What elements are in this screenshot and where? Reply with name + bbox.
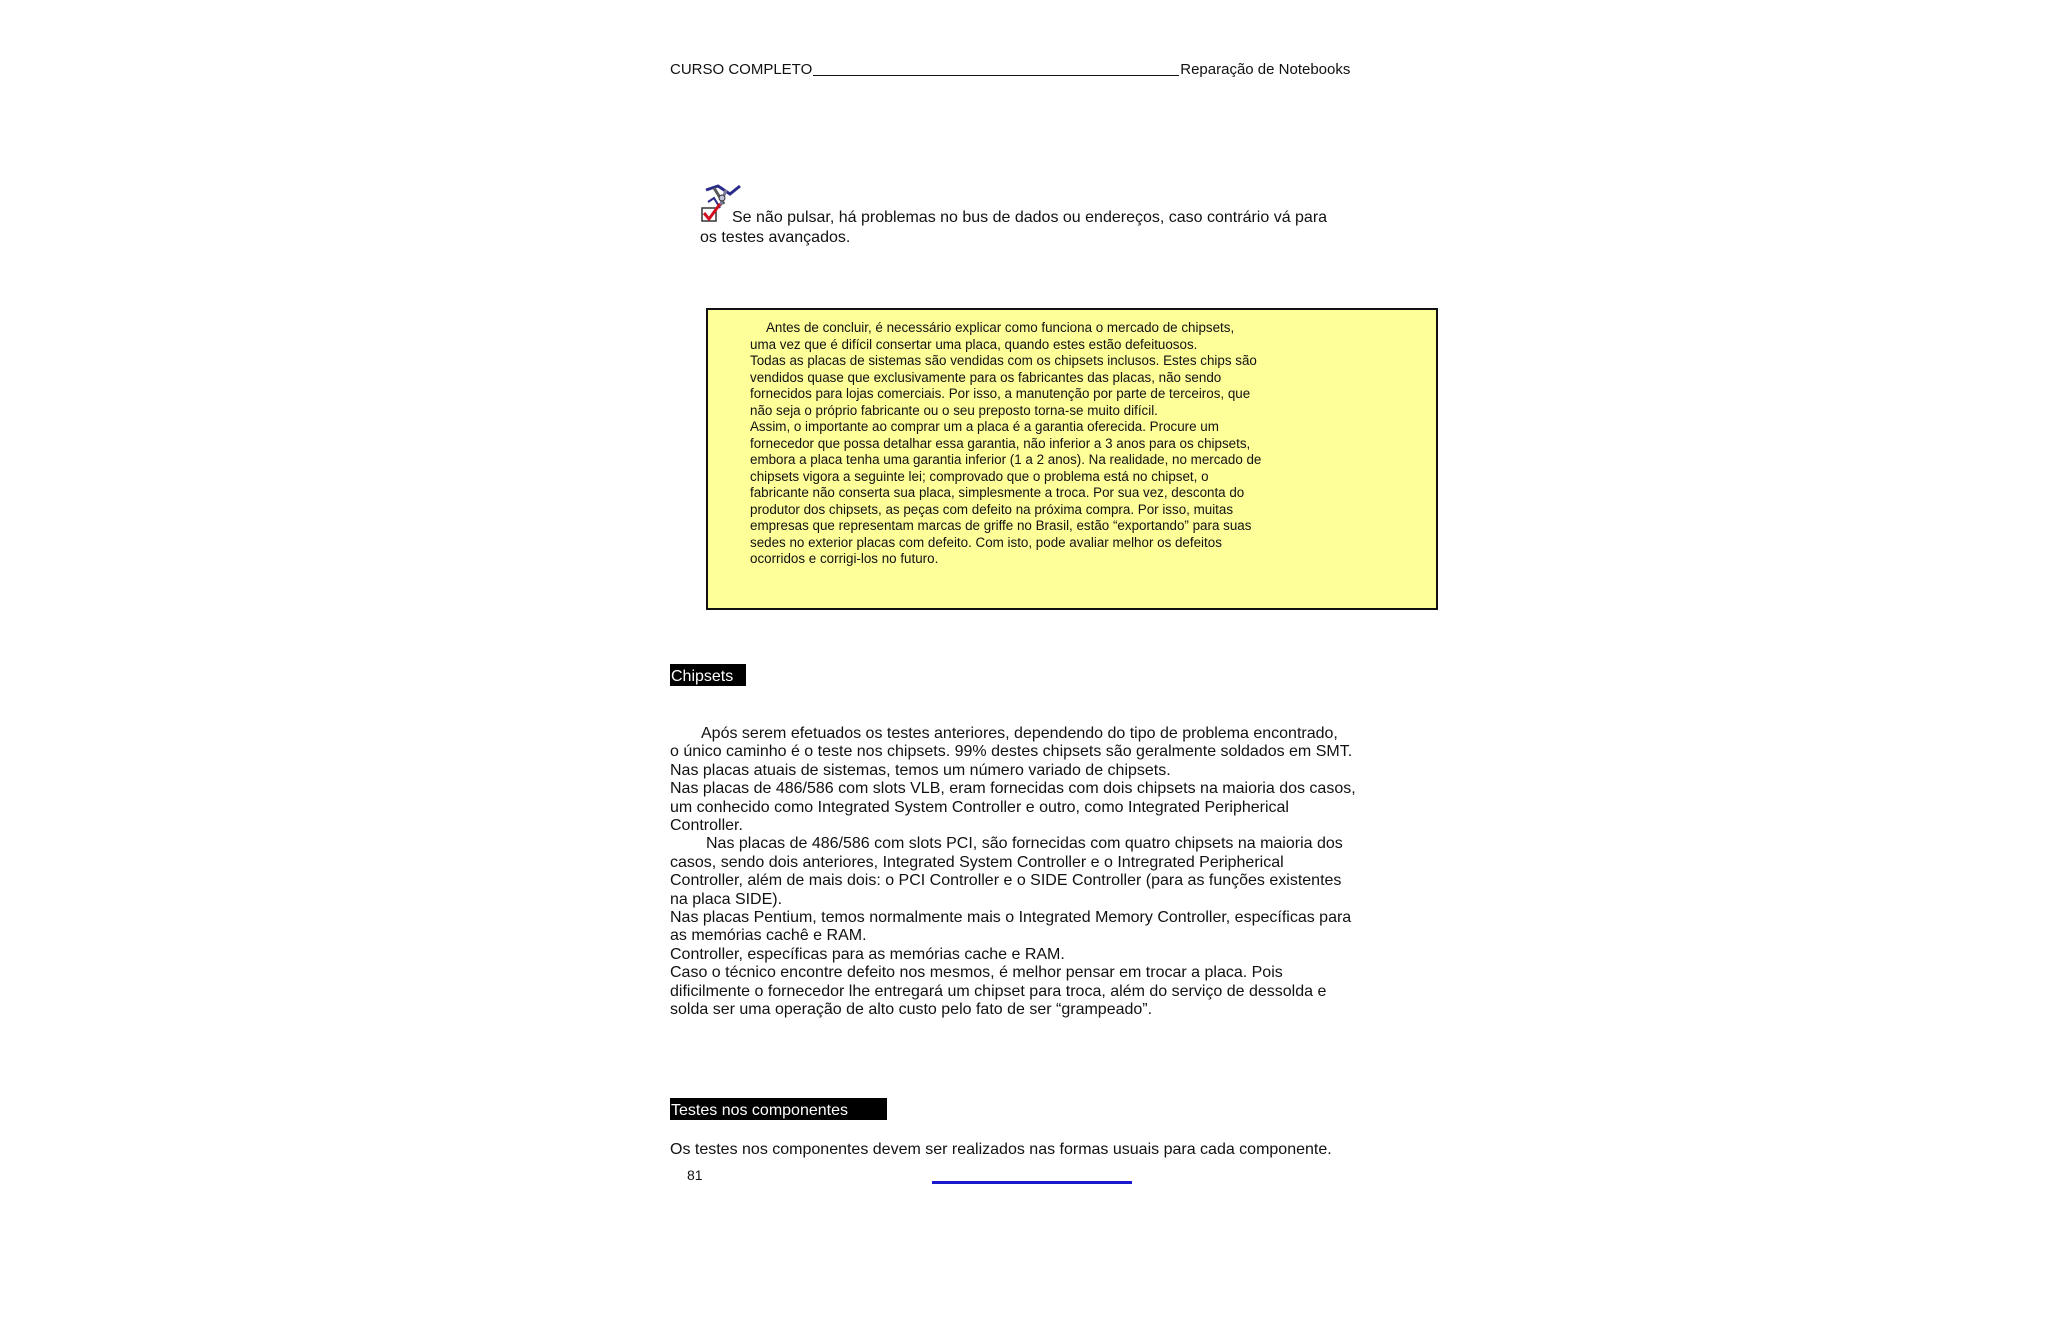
box-line: sedes no exterior placas com defeito. Com isto, pode avaliar melhor os defeitos <box>750 534 1222 550</box>
body-line: dificilmente o fornecedor lhe entregará um chipset para troca, além do serviço de dessolda e <box>670 982 1327 1000</box>
note-line: os testes avançados. <box>700 229 851 246</box>
body-line: Nas placas atuais de sistemas, temos um número variado de chipsets. <box>670 761 1171 779</box>
header-left-title: CURSO COMPLETO <box>670 61 813 78</box>
section-heading-chipsets: Chipsets <box>670 664 746 686</box>
body-line: Nas placas de 486/586 com slots VLB, eram fornecidas com dois chipsets na maioria dos casos, <box>670 780 1356 798</box>
chipsets-body <box>670 725 1370 1020</box>
note-line: Se não pulsar, há problemas no bus de dados ou endereços, caso contrário vá para <box>732 209 1328 226</box>
body-line: na placa SIDE). <box>670 890 783 908</box>
body-line: o único caminho é o teste nos chipsets. 99% destes chipsets são geralmente soldados em SMT. <box>670 743 1353 761</box>
body-line: as memórias cachê e RAM. <box>670 927 867 945</box>
body-line: um conhecido como Integrated System Controller e outro, como Integrated Peripherical <box>670 798 1289 816</box>
testes-body: Os testes nos componentes devem ser realizados nas formas usuais para cada componente. <box>670 1141 1332 1158</box>
box-line: produtor dos chipsets, as peças com defeito na próxima compra. Por isso, muitas <box>750 501 1234 517</box>
body-line: Controller, específicas para as memórias cache e RAM. <box>670 945 1065 963</box>
body-line: Nas placas Pentium, temos normalmente mais o Integrated Memory Controller, específicas para <box>670 909 1352 927</box>
page-header <box>670 60 1351 80</box>
box-line: embora a placa tenha uma garantia inferior (1 a 2 anos). Na realidade, no mercado de <box>750 452 1262 467</box>
info-box-text <box>750 320 1330 568</box>
box-line: fornecedor que possa detalhar essa garantia, não inferior a 3 anos para os chipsets, <box>750 435 1251 451</box>
info-box <box>706 308 1438 610</box>
box-line: Antes de concluir, é necessário explicar como funciona o mercado de chipsets, <box>766 320 1235 335</box>
box-line: não seja o próprio fabricante ou o seu preposto torna-se muito difícil. <box>750 402 1158 418</box>
box-line: fabricante não conserta sua placa, simplesmente a troca. Por sua vez, desconta do <box>750 485 1245 500</box>
box-line: vendidos quase que exclusivamente para os fabricantes das placas, não sendo <box>750 369 1222 385</box>
page-number: 81 <box>687 1167 703 1183</box>
section-heading-testes: Testes nos componentes <box>670 1098 887 1120</box>
header-rule <box>813 74 1179 76</box>
footer-link-underline <box>932 1181 1132 1184</box>
box-line: fornecidos para lojas comerciais. Por isso, a manutenção por parte de terceiros, que <box>750 386 1251 401</box>
body-line: solda ser uma operação de alto custo pelo fato de ser “grampeado”. <box>670 1001 1153 1019</box>
box-line: ocorridos e corrigi-los no futuro. <box>750 551 939 566</box>
note-text <box>700 208 1340 248</box>
header-right-title: Reparação de Notebooks <box>1180 61 1351 78</box>
body-line: casos, sendo dois anteriores, Integrated System Controller e o Intregrated Peripherical <box>670 853 1284 871</box>
box-line: empresas que representam marcas de griffe no Brasil, estão “exportando” para suas <box>750 518 1252 533</box>
body-line: Nas placas de 486/586 com slots PCI, são fornecidas com quatro chipsets na maioria dos <box>706 835 1343 853</box>
box-line: uma vez que é difícil consertar uma placa, quando estes estão defeituosos. <box>750 336 1198 352</box>
body-line: Controller. <box>670 817 743 835</box>
box-line: chipsets vigora a seguinte lei; comprovado que o problema está no chipset, o <box>750 468 1209 484</box>
body-line: Após serem efetuados os testes anteriores, dependendo do tipo de problema encontrado, <box>701 725 1338 742</box>
box-line: Assim, o importante ao comprar um a placa é a garantia oferecida. Procure um <box>750 419 1219 434</box>
body-line: Controller, além de mais dois: o PCI Controller e o SIDE Controller (para as funções existentes <box>670 872 1342 890</box>
body-line: Caso o técnico encontre defeito nos mesmos, é melhor pensar em trocar a placa. Pois <box>670 964 1283 982</box>
box-line: Todas as placas de sistemas são vendidas com os chipsets inclusos. Estes chips são <box>750 353 1257 368</box>
